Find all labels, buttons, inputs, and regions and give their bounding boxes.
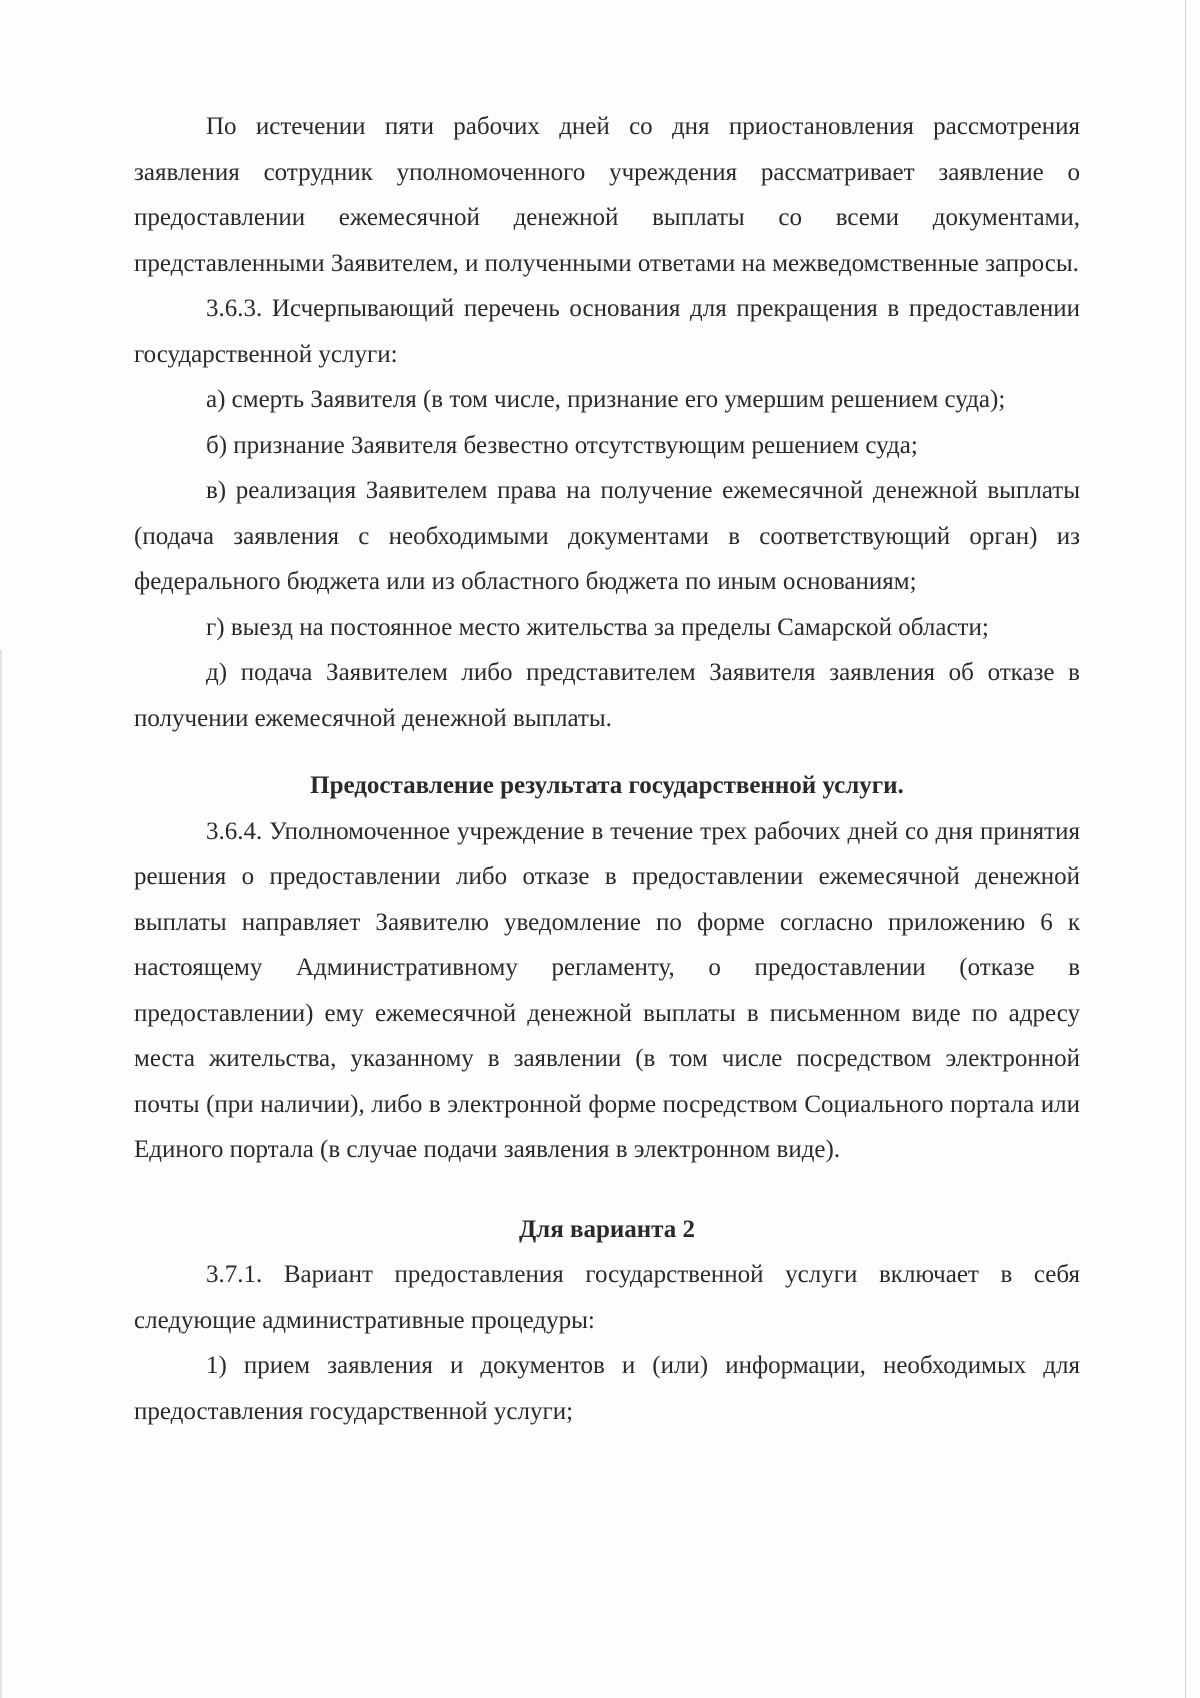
document-body (134, 104, 1080, 1434)
paragraph-3-7-1: 3.7.1. Вариант предоставления государственной услуги включает в себя следующие административные процедуры: (134, 1261, 1080, 1334)
list-item-v: в) реализация Заявителем права на получение ежемесячной денежной выплаты (подача заявления с необходимыми документами в соответствующий орган) из федерального бюджета или из областного бюджета по иным основаниям; (134, 477, 1080, 595)
list-item-g: г) выезд на постоянное место жительства за пределы Самарской области; (206, 613, 989, 641)
list-item-1: 1) прием заявления и документов и (или) информации, необходимых для предоставления государственной услуги; (134, 1352, 1080, 1425)
paragraph-3-6-3: 3.6.3. Исчерпывающий перечень основания для прекращения в предоставлении государственной услуги: (134, 295, 1080, 368)
list-item-b: б) признание Заявителя безвестно отсутствующим решением суда; (206, 431, 918, 459)
section-heading-variant-2: Для варианта 2 (518, 1215, 696, 1243)
paragraph-review-after-suspension: По истечении пяти рабочих дней со дня приостановления рассмотрения заявления сотрудник уполномоченного учреждения рассматривает заявление о предоставлении ежемесячной денежной выплаты со всеми документами, представленными Заявителем, и полученными ответами на межведомственные запросы. (134, 113, 1080, 277)
scan-edge-right (1185, 0, 1186, 1698)
scan-edge-left (0, 650, 2, 1698)
paragraph-3-6-4: 3.6.4. Уполномоченное учреждение в течение трех рабочих дней со дня принятия решения о предоставлении либо отказе в предоставлении ежемесячной денежной выплаты направляет Заявителю уведомление по форме согласно приложению 6 к настоящему Административному регламенту, о предоставлении (отказе в предоставлении) ему ежемесячной денежной выплаты в письменном виде по адресу места жительства, указанному в заявлении (в том числе посредством электронной почты (при наличии), либо в электронной форме посредством Социального портала или Единого портала (в случае подачи заявления в электронном виде). (134, 817, 1080, 1163)
list-item-a: а) смерть Заявителя (в том числе, признание его умершим решением суда); (206, 386, 1006, 413)
section-heading-result: Предоставление результата государственной услуги. (310, 772, 904, 799)
list-item-d: д) подача Заявителем либо представителем Заявителя заявления об отказе в получении ежемесячной денежной выплаты. (134, 659, 1080, 732)
